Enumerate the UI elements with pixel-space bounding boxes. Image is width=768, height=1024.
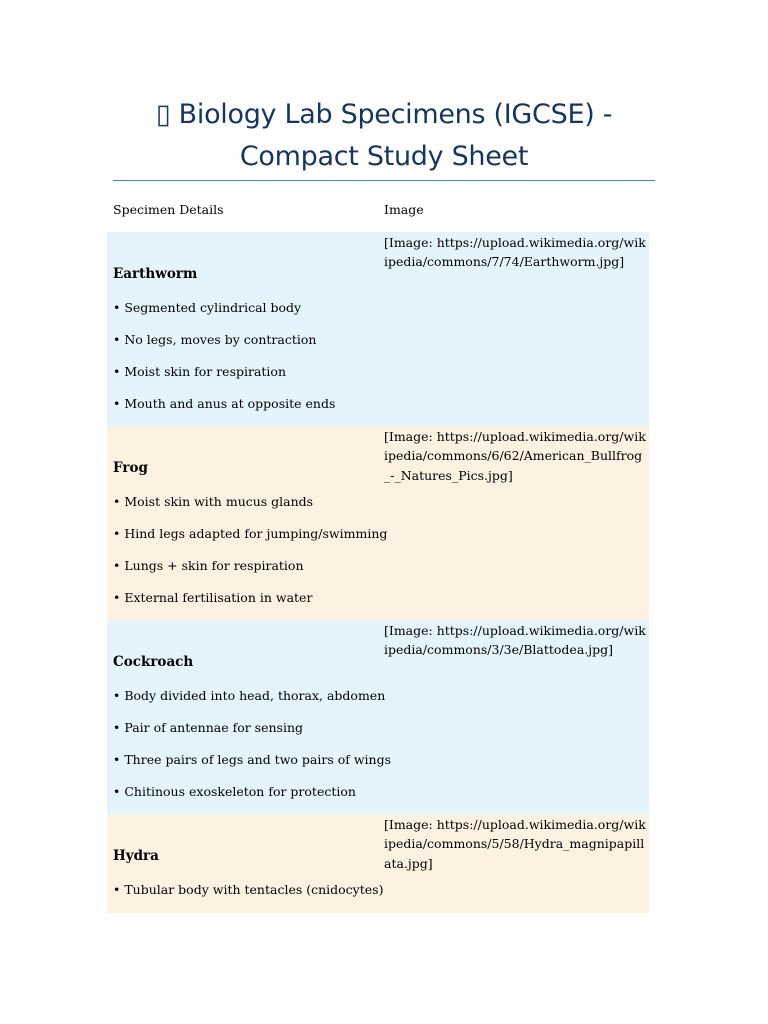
- feature-item: • Segmented cylindrical body: [113, 300, 302, 315]
- table-row-cockroach: [107, 620, 649, 814]
- feature-item: • Pair of antennae for sensing: [113, 720, 303, 735]
- specimen-table: [107, 232, 649, 913]
- specimen-name: Cockroach: [113, 654, 194, 670]
- title-line-2: Compact Study Sheet: [239, 141, 529, 172]
- specimen-features: [113, 300, 335, 428]
- feature-item: • Mouth and anus at opposite ends: [113, 396, 336, 411]
- feature-item: • Hind legs adapted for jumping/swimming: [113, 526, 388, 541]
- table-row-hydra: [107, 814, 649, 913]
- title-underline: [113, 180, 655, 181]
- feature-item: • Lungs + skin for respiration: [113, 558, 304, 573]
- feature-item: • Moist skin for respiration: [113, 364, 287, 379]
- specimen-name: Frog: [113, 460, 148, 476]
- image-reference: [Image: https://upload.wikimedia.org/wikipedia/commons/7/74/Earthworm.jpg]: [384, 235, 646, 270]
- column-header-details: Specimen Details: [113, 202, 224, 217]
- specimen-name: Earthworm: [113, 266, 198, 282]
- feature-item: • Tubular body with tentacles (cnidocytes): [113, 882, 384, 897]
- image-reference: [Image: https://upload.wikimedia.org/wikipedia/commons/3/3e/Blattodea.jpg]: [384, 623, 646, 658]
- column-header-image: Image: [384, 202, 424, 217]
- feature-item: • Moist skin with mucus glands: [113, 494, 314, 509]
- feature-item: • Three pairs of legs and two pairs of wings: [113, 752, 392, 767]
- page-title: [113, 94, 655, 178]
- feature-item: • External fertilisation in water: [113, 590, 313, 605]
- specimen-features: [113, 688, 391, 816]
- specimen-name: Hydra: [113, 848, 159, 864]
- image-reference: [Image: https://upload.wikimedia.org/wikipedia/commons/6/62/American_Bullfrog_-_Natures_Pics.jpg]: [384, 429, 646, 483]
- feature-item: • No legs, moves by contraction: [113, 332, 317, 347]
- specimen-features: [113, 494, 387, 622]
- table-header: [107, 200, 649, 222]
- table-row-frog: [107, 426, 649, 620]
- table-row-earthworm: [107, 232, 649, 426]
- title-line-1: ▯ Biology Lab Specimens (IGCSE) -: [155, 99, 613, 130]
- image-reference: [Image: https://upload.wikimedia.org/wikipedia/commons/5/58/Hydra_magnipapillata.jpg]: [384, 817, 646, 871]
- specimen-features: [113, 882, 383, 914]
- feature-item: • Body divided into head, thorax, abdomen: [113, 688, 386, 703]
- feature-item: • Chitinous exoskeleton for protection: [113, 784, 356, 799]
